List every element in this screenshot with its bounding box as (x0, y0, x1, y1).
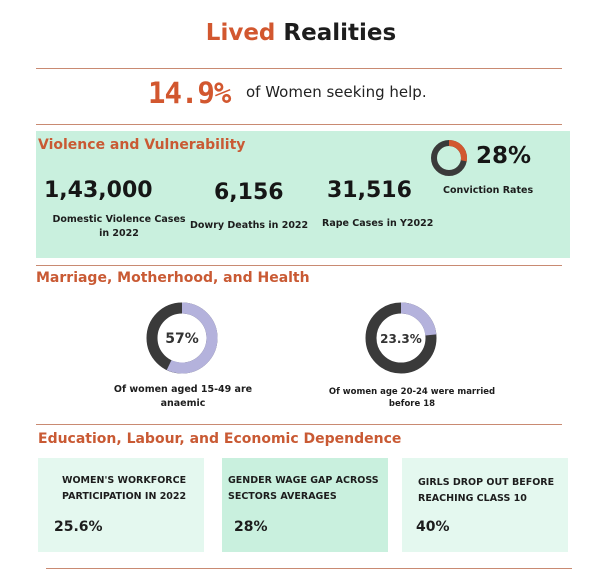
workforce-card-title (62, 473, 186, 505)
anaemic-donut (143, 299, 221, 377)
wage-gap-card (222, 458, 388, 552)
education-heading: Education, Labour, and Economic Dependence (38, 431, 402, 447)
child-marriage-label (322, 386, 502, 410)
dropout-card-value: 40% (416, 519, 450, 535)
violence-heading: Violence and Vulnerability (38, 137, 246, 153)
title-rest: Realities (283, 20, 397, 46)
dowry-deaths-value: 6,156 (214, 180, 284, 205)
dropout-card (402, 458, 568, 552)
dropout-card-title-line2: REACHING CLASS 10 (418, 493, 527, 504)
workforce-card-value: 25.6% (54, 519, 103, 535)
anaemic-label (100, 383, 266, 411)
marriage-heading: Marriage, Motherhood, and Health (36, 270, 310, 286)
workforce-card-title-line1: WOMEN'S WORKFORCE (62, 475, 187, 486)
child-marriage-label-line1: Of women age 20-24 were married (328, 387, 496, 397)
help-stat-value: 14.9% (148, 76, 231, 110)
divider-bottom (46, 568, 572, 569)
anaemic-label-line2: anaemic (160, 398, 206, 409)
workforce-card-title-line2: PARTICIPATION IN 2022 (62, 491, 187, 502)
workforce-card (38, 458, 204, 552)
child-marriage-donut (362, 299, 440, 377)
page-title (0, 20, 602, 46)
title-accent: Lived (205, 20, 276, 46)
child-marriage-donut-value: 23.3% (380, 332, 422, 346)
wage-gap-card-title-line2: SECTORS AVERAGES (228, 491, 337, 502)
rape-cases-value: 31,516 (327, 178, 412, 203)
wage-gap-card-title (228, 473, 379, 505)
dowry-deaths-label: Dowry Deaths in 2022 (190, 220, 309, 231)
domestic-violence-label-line1: Domestic Violence Cases (52, 214, 186, 225)
child-marriage-label-line2: before 18 (388, 399, 436, 409)
domestic-violence-label-line2: in 2022 (99, 228, 139, 239)
conviction-label: Conviction Rates (443, 185, 534, 196)
dropout-card-title-line1: GIRLS DROP OUT BEFORE (418, 477, 555, 488)
conviction-ring-icon (429, 138, 469, 178)
divider-top (36, 68, 562, 69)
wage-gap-card-value: 28% (234, 519, 268, 535)
domestic-violence-value: 1,43,000 (44, 178, 153, 203)
anaemic-label-line1: Of women aged 15-49 are (113, 384, 253, 395)
divider-violence (36, 265, 562, 266)
domestic-violence-label (44, 213, 194, 241)
dropout-card-title (418, 475, 554, 507)
wage-gap-card-title-line1: GENDER WAGE GAP ACROSS (228, 475, 379, 486)
conviction-value: 28% (476, 143, 532, 169)
divider-help (36, 124, 562, 125)
divider-marriage (36, 424, 562, 425)
help-stat-text: of Women seeking help. (246, 83, 427, 101)
anaemic-donut-value: 57% (165, 331, 199, 347)
rape-cases-label: Rape Cases in Y2022 (322, 218, 434, 229)
